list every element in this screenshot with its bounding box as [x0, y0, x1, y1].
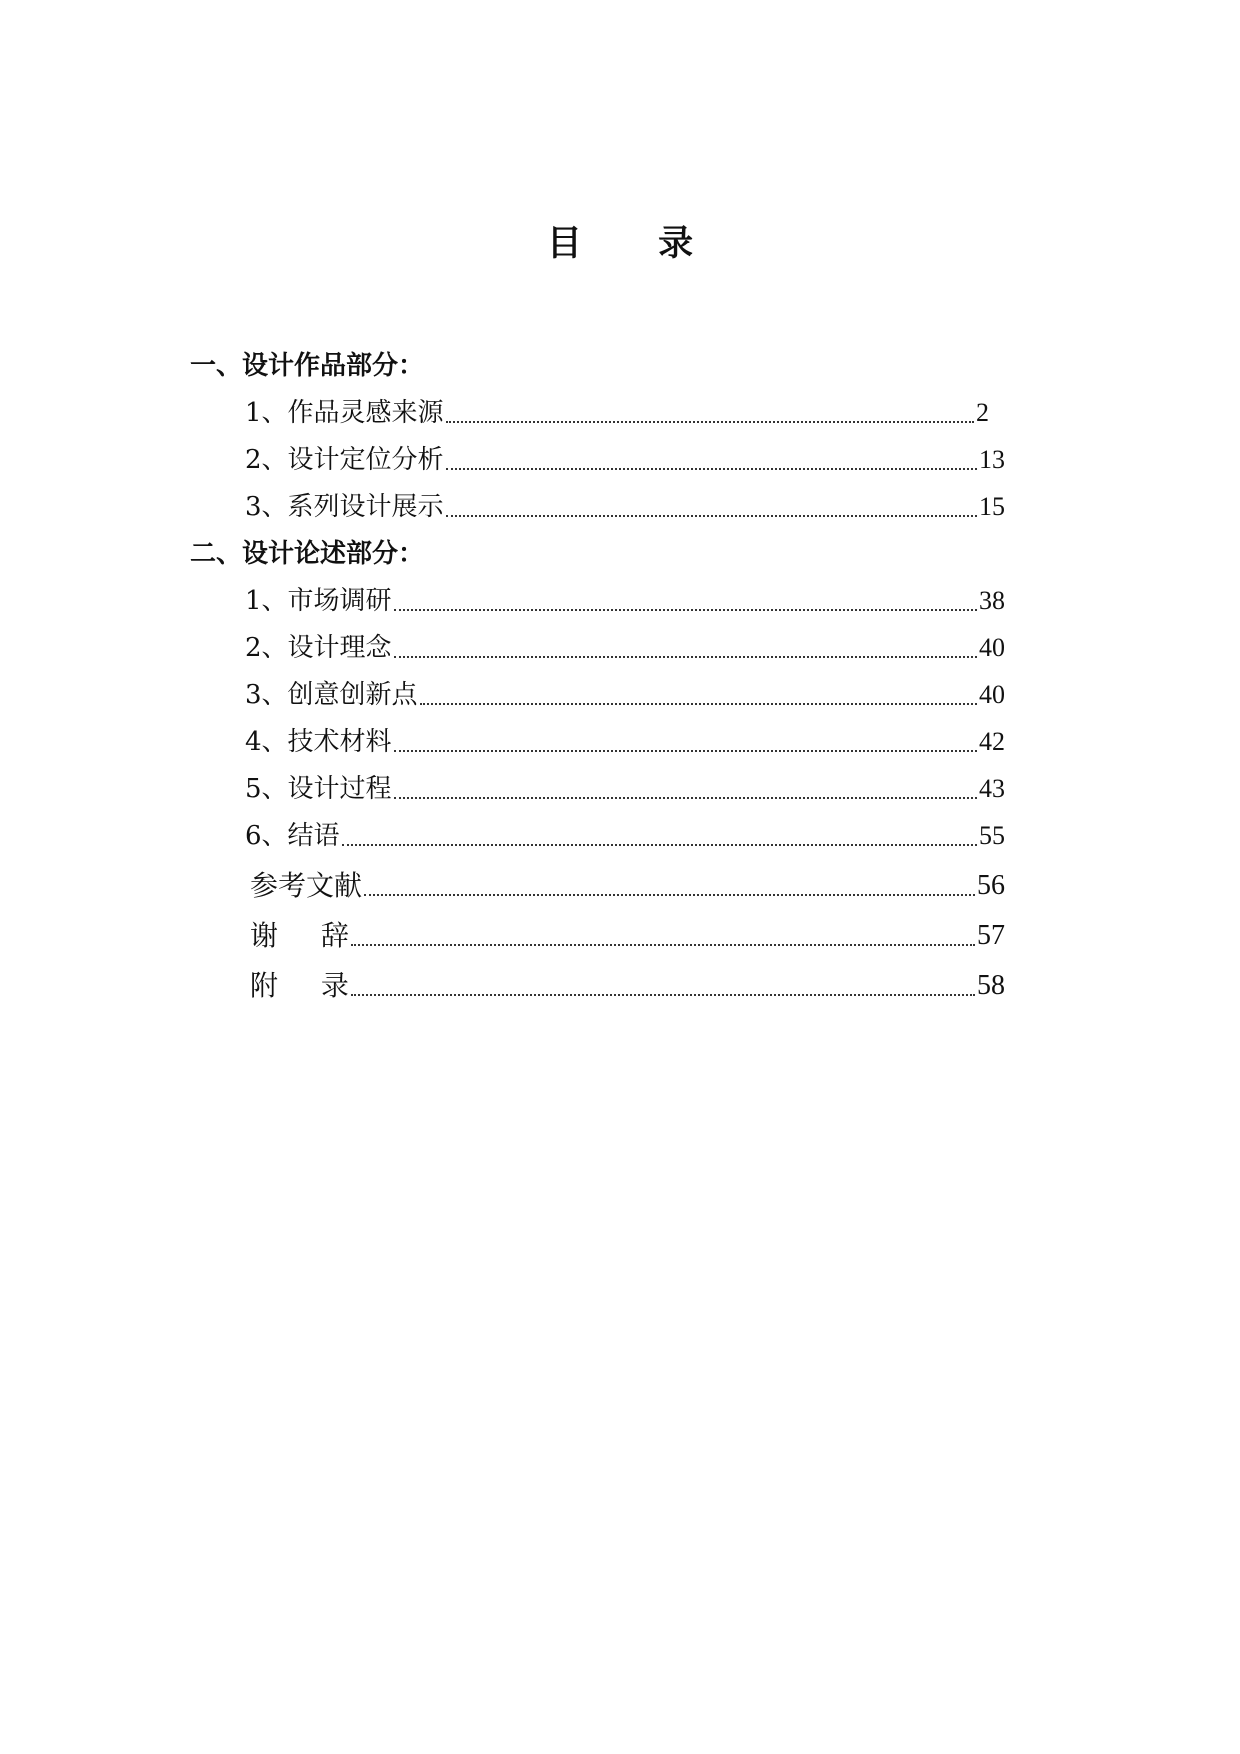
toc-entry-label: 2、设计定位分析	[245, 445, 444, 475]
toc-page-number: 2	[976, 398, 989, 427]
toc-entry-label: 6、结语	[245, 821, 340, 851]
toc-entry[interactable]	[245, 487, 1005, 527]
toc-page-number: 40	[979, 680, 1005, 709]
toc-entry-label: 1、作品灵感来源	[245, 398, 444, 428]
dot-leader	[446, 468, 977, 470]
toc-entry-label: 5、设计过程	[245, 774, 392, 804]
toc-entry[interactable]	[245, 628, 1005, 668]
toc-entry-label: 3、创意创新点	[245, 680, 418, 710]
toc-entry-appendix[interactable]	[250, 966, 1005, 1006]
toc-page-number: 40	[979, 633, 1005, 662]
dot-leader	[364, 894, 975, 896]
toc-entry[interactable]	[245, 440, 1005, 480]
dot-leader	[351, 944, 975, 946]
toc-page-number: 56	[977, 870, 1005, 901]
toc-entry[interactable]	[245, 769, 1005, 809]
toc-entry[interactable]	[245, 581, 1005, 621]
toc-entry-label: 4、技术材料	[245, 727, 392, 757]
toc-entry-label: 2、设计理念	[245, 633, 392, 663]
dot-leader	[394, 750, 977, 752]
toc-entry-references[interactable]	[250, 866, 1005, 906]
toc-entry-label: 参考文献	[250, 869, 363, 902]
toc-entry[interactable]	[245, 393, 1005, 433]
toc-entry-label: 附 录	[250, 969, 349, 1002]
toc-entry-label: 谢 辞	[250, 919, 349, 952]
dot-leader	[446, 421, 974, 423]
toc-page-number: 57	[977, 920, 1005, 951]
toc-page-number: 38	[979, 586, 1005, 615]
page-title: 目 录	[546, 224, 726, 264]
toc-entry-label: 3、系列设计展示	[245, 492, 444, 522]
toc-page-number: 42	[979, 727, 1005, 756]
toc-entry-acknowledgements[interactable]	[250, 916, 1005, 956]
toc-page-number: 15	[979, 492, 1005, 521]
toc-entry[interactable]	[245, 816, 1005, 856]
dot-leader	[394, 797, 977, 799]
dot-leader	[446, 515, 977, 517]
toc-section-heading: 二、设计论述部分：	[190, 539, 425, 569]
toc-section-heading: 一、设计作品部分：	[190, 351, 425, 381]
dot-leader	[420, 703, 977, 705]
toc-entry-label: 1、市场调研	[245, 586, 392, 616]
toc-entry[interactable]	[245, 675, 1005, 715]
toc-page-number: 55	[979, 821, 1005, 850]
toc-entry[interactable]	[245, 722, 1005, 762]
dot-leader	[342, 844, 977, 846]
toc-page-number: 13	[979, 445, 1005, 474]
toc-page-number: 58	[977, 970, 1005, 1001]
dot-leader	[394, 609, 977, 611]
dot-leader	[351, 994, 975, 996]
dot-leader	[394, 656, 977, 658]
toc-page-number: 43	[979, 774, 1005, 803]
